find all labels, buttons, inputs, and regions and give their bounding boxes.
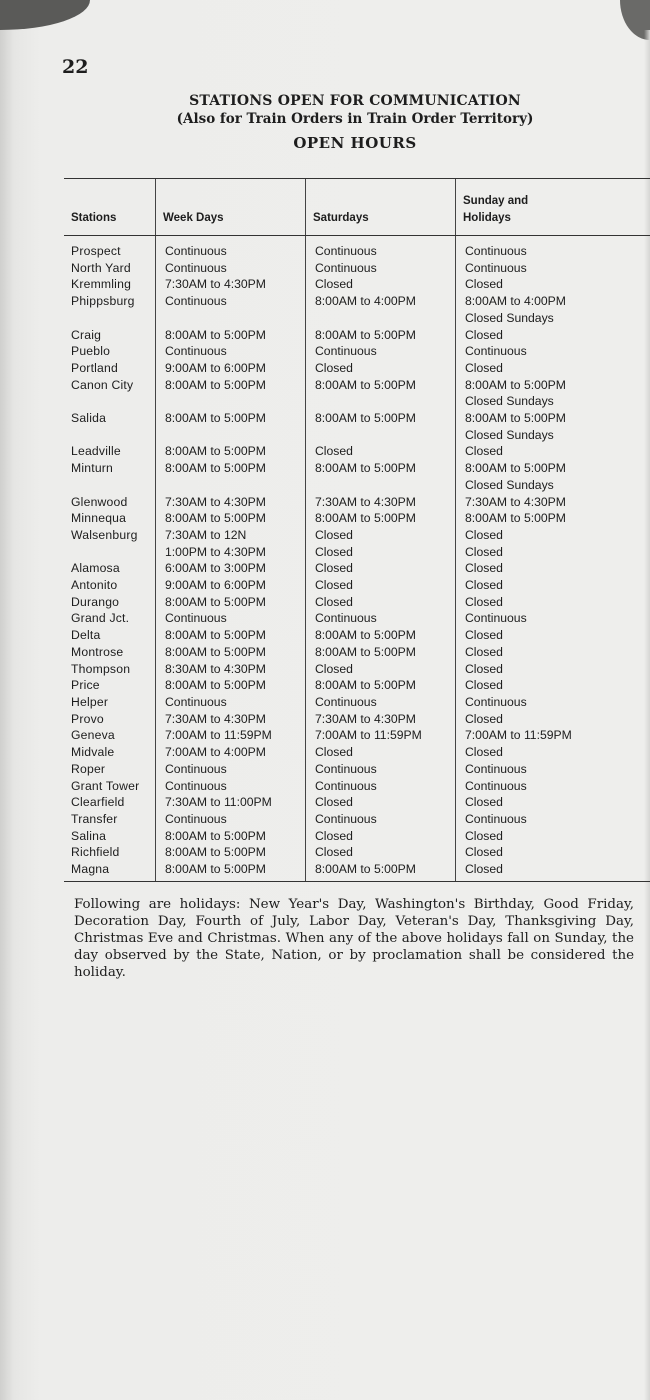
week-days-hours: 7:00AM to 11:59PM [165, 728, 272, 743]
saturday-hours: Continuous [315, 694, 377, 709]
station-name: Minnequa [71, 511, 127, 526]
week-days-hours: Continuous [165, 811, 227, 826]
saturday-hours: 8:00AM to 5:00PM [315, 511, 416, 526]
section-heading: OPEN HOURS [293, 134, 417, 152]
station-name: Price [71, 678, 100, 693]
column-divider [455, 236, 456, 881]
station-name: Salida [71, 411, 107, 426]
sunday-holiday-hours: Continuous [465, 694, 527, 709]
sunday-holiday-hours: Closed [465, 561, 503, 576]
saturday-hours [305, 393, 455, 410]
page-corner-shadow [0, 0, 90, 30]
saturday-hours: 8:00AM to 4:00PM [315, 294, 416, 309]
sunday-holiday-hours: 7:00AM to 11:59PM [465, 728, 572, 743]
table-row [64, 644, 650, 661]
week-days-hours: 8:00AM to 5:00PM [165, 594, 266, 609]
sunday-holiday-hours: 8:00AM to 4:00PM [465, 294, 566, 309]
table-row [64, 694, 650, 711]
saturday-hours: Continuous [315, 611, 377, 626]
sunday-holiday-hours: Closed [465, 644, 503, 659]
saturday-hours: Closed [315, 578, 353, 593]
saturday-hours: Closed [315, 845, 353, 860]
table-row [64, 477, 650, 494]
table-row [64, 577, 650, 594]
table-header [64, 178, 650, 236]
week-days-hours: Continuous [165, 761, 227, 776]
week-days-hours: 8:00AM to 5:00PM [165, 511, 266, 526]
table-row [64, 343, 650, 360]
station-name: Montrose [71, 644, 124, 659]
saturday-hours: 8:00AM to 5:00PM [315, 862, 416, 877]
station-name: Clearfield [71, 795, 125, 810]
sunday-holiday-hours: Continuous [465, 778, 527, 793]
station-name: Magna [71, 862, 110, 877]
saturday-hours: 7:00AM to 11:59PM [315, 728, 422, 743]
table-row [64, 661, 650, 678]
station-name: Grand Jct. [71, 611, 130, 626]
table-row [64, 794, 650, 811]
station-name: Salina [71, 828, 107, 843]
column-header-saturdays: Saturdays [305, 179, 455, 235]
table-row [64, 627, 650, 644]
week-days-hours: Continuous [165, 694, 227, 709]
table-row [64, 594, 650, 611]
week-days-hours: 9:00AM to 6:00PM [165, 578, 266, 593]
week-days-hours: 7:30AM to 4:30PM [165, 711, 266, 726]
table-row [64, 243, 650, 260]
saturday-hours: 8:00AM to 5:00PM [315, 461, 416, 476]
table-row [64, 677, 650, 694]
sunday-holiday-hours: Closed Sundays [465, 310, 554, 325]
station-name: Antonito [71, 578, 118, 593]
station-name [64, 393, 155, 410]
table-row [64, 410, 650, 427]
station-name: Delta [71, 628, 101, 643]
table-row [64, 828, 650, 845]
sunday-holiday-hours: Closed [465, 544, 503, 559]
station-name [64, 544, 155, 561]
sunday-holiday-hours: 8:00AM to 5:00PM [465, 511, 566, 526]
table-row [64, 377, 650, 394]
table-row [64, 276, 650, 293]
column-header-week-days: Week Days [155, 179, 305, 235]
table-body [64, 236, 650, 882]
table-row [64, 727, 650, 744]
station-name: Alamosa [71, 561, 120, 576]
station-name: Richfield [71, 845, 120, 860]
sunday-holiday-hours: Closed [465, 828, 503, 843]
saturday-hours: 8:00AM to 5:00PM [315, 628, 416, 643]
saturday-hours: Continuous [315, 244, 377, 258]
saturday-hours [305, 310, 455, 327]
table-row [64, 327, 650, 344]
table-row [64, 610, 650, 627]
table-row [64, 861, 650, 878]
station-name: Prospect [71, 244, 121, 258]
week-days-hours: Continuous [165, 344, 227, 359]
week-days-hours: 8:00AM to 5:00PM [165, 377, 266, 392]
week-days-hours: 7:00AM to 4:00PM [165, 745, 266, 760]
page-number: 22 [62, 56, 89, 78]
open-hours-table [64, 178, 650, 882]
saturday-hours: Continuous [315, 344, 377, 359]
week-days-hours: 8:00AM to 5:00PM [165, 845, 266, 860]
week-days-hours: 8:00AM to 5:00PM [165, 628, 266, 643]
saturday-hours: Closed [315, 828, 353, 843]
table-row [64, 427, 650, 444]
week-days-hours [155, 393, 305, 410]
station-name: Durango [71, 594, 120, 609]
column-divider [305, 236, 306, 881]
table-row [64, 744, 650, 761]
week-days-hours: 1:00PM to 4:30PM [165, 544, 266, 559]
week-days-hours: 9:00AM to 6:00PM [165, 360, 266, 375]
saturday-hours: Closed [315, 360, 353, 375]
station-name: Pueblo [71, 344, 111, 359]
saturday-hours: 7:30AM to 4:30PM [315, 494, 416, 509]
station-name [64, 427, 155, 444]
sunday-holiday-hours: Closed Sundays [465, 394, 554, 409]
week-days-hours: 7:30AM to 11:00PM [165, 795, 272, 810]
sunday-holiday-hours: 8:00AM to 5:00PM [465, 411, 566, 426]
table-row [64, 293, 650, 310]
station-name: Roper [71, 761, 106, 776]
station-name: Minturn [71, 461, 114, 476]
week-days-hours: 8:00AM to 5:00PM [165, 444, 266, 459]
sunday-holiday-hours: Closed [465, 360, 503, 375]
saturday-hours: Closed [315, 544, 353, 559]
sunday-holiday-hours: Continuous [465, 260, 527, 275]
table-row [64, 360, 650, 377]
sunday-holiday-hours: Continuous [465, 811, 527, 826]
saturday-hours: Closed [315, 444, 353, 459]
saturday-hours [305, 477, 455, 494]
sunday-holiday-hours: Closed Sundays [465, 477, 554, 492]
saturday-hours: Closed [315, 594, 353, 609]
sunday-holiday-hours: 7:30AM to 4:30PM [465, 494, 566, 509]
week-days-hours: 8:00AM to 5:00PM [165, 828, 266, 843]
holidays-note: Following are holidays: New Year's Day, Washington's Birthday, Good Friday, Decoration Day, Fourth of July, Labor Day, Veteran's Day, Thanksgiving Day, Christmas Eve and Christmas. When any of the above holidays fall on Sunday, the day observed by the State, Nation, or by proclamation shall be considered the holiday. [74, 897, 634, 980]
table-row [64, 711, 650, 728]
station-name: Phippsburg [71, 294, 135, 309]
saturday-hours: Closed [315, 661, 353, 676]
table-row [64, 494, 650, 511]
station-name: Transfer [71, 811, 118, 826]
table-row [64, 260, 650, 277]
saturday-hours: 8:00AM to 5:00PM [315, 678, 416, 693]
saturday-hours: Closed [315, 527, 353, 542]
page-subtitle: (Also for Train Orders in Train Order Territory) [176, 111, 534, 127]
saturday-hours: 8:00AM to 5:00PM [315, 644, 416, 659]
saturday-hours: Continuous [315, 811, 377, 826]
week-days-hours: 8:00AM to 5:00PM [165, 678, 266, 693]
saturday-hours: Closed [315, 277, 353, 292]
table-row [64, 527, 650, 544]
station-name: Provo [71, 711, 104, 726]
table-row [64, 443, 650, 460]
week-days-hours: 8:00AM to 5:00PM [165, 411, 266, 426]
station-name: Kremmling [71, 277, 132, 292]
saturday-hours: Continuous [315, 761, 377, 776]
table-row [64, 460, 650, 477]
saturday-hours: Continuous [315, 260, 377, 275]
saturday-hours: 8:00AM to 5:00PM [315, 377, 416, 392]
sunday-holiday-hours: Continuous [465, 761, 527, 776]
table-row [64, 560, 650, 577]
column-header-sunday-holidays: Sunday and Holidays [455, 179, 650, 235]
station-name: Helper [71, 694, 109, 709]
page-title: STATIONS OPEN FOR COMMUNICATION [189, 93, 521, 109]
sunday-holiday-hours: Closed Sundays [465, 427, 554, 442]
week-days-hours: 7:30AM to 4:30PM [165, 494, 266, 509]
station-name: Grant Tower [71, 778, 140, 793]
station-name [64, 477, 155, 494]
saturday-hours: Continuous [315, 778, 377, 793]
sunday-holiday-hours: Continuous [465, 244, 527, 258]
sunday-holiday-hours: Closed [465, 277, 503, 292]
table-row [64, 844, 650, 861]
week-days-hours: 8:00AM to 5:00PM [165, 461, 266, 476]
table-row [64, 811, 650, 828]
week-days-hours: 8:00AM to 5:00PM [165, 862, 266, 877]
table-row [64, 778, 650, 795]
station-name [64, 310, 155, 327]
week-days-hours: 7:30AM to 4:30PM [165, 277, 266, 292]
station-name: Canon City [71, 377, 134, 392]
sunday-holiday-hours: Closed [465, 594, 503, 609]
sunday-holiday-hours: Continuous [465, 344, 527, 359]
sunday-holiday-hours: Closed [465, 845, 503, 860]
station-name: Leadville [71, 444, 121, 459]
saturday-hours: Closed [315, 561, 353, 576]
sunday-holiday-hours: Closed [465, 862, 503, 877]
sunday-holiday-hours: 8:00AM to 5:00PM [465, 377, 566, 392]
sunday-holiday-hours: Closed [465, 661, 503, 676]
table-row [64, 761, 650, 778]
sunday-holiday-hours: Closed [465, 745, 503, 760]
week-days-hours: 7:30AM to 12N [165, 527, 247, 542]
table-row [64, 310, 650, 327]
week-days-hours: Continuous [165, 260, 227, 275]
sunday-holiday-hours: 8:00AM to 5:00PM [465, 461, 566, 476]
sunday-holiday-hours: Closed [465, 327, 503, 342]
saturday-hours: Closed [315, 795, 353, 810]
week-days-hours: 6:00AM to 3:00PM [165, 561, 266, 576]
sunday-holiday-hours: Closed [465, 628, 503, 643]
saturday-hours: 7:30AM to 4:30PM [315, 711, 416, 726]
week-days-hours [155, 477, 305, 494]
week-days-hours: 8:00AM to 5:00PM [165, 644, 266, 659]
saturday-hours: 8:00AM to 5:00PM [315, 327, 416, 342]
week-days-hours: 8:30AM to 4:30PM [165, 661, 266, 676]
saturday-hours: 8:00AM to 5:00PM [315, 411, 416, 426]
table-row [64, 393, 650, 410]
column-header-stations: Stations [71, 212, 117, 224]
station-name: Thompson [71, 661, 131, 676]
sunday-holiday-hours: Closed [465, 527, 503, 542]
station-name: Craig [71, 327, 102, 342]
station-name: North Yard [71, 260, 131, 275]
sunday-holiday-hours: Closed [465, 711, 503, 726]
week-days-hours: 8:00AM to 5:00PM [165, 327, 266, 342]
station-name: Glenwood [71, 494, 128, 509]
week-days-hours [155, 427, 305, 444]
station-name: Portland [71, 360, 118, 375]
week-days-hours: Continuous [165, 294, 227, 309]
week-days-hours: Continuous [165, 244, 227, 258]
station-name: Midvale [71, 745, 115, 760]
station-name: Walsenburg [71, 527, 138, 542]
week-days-hours: Continuous [165, 778, 227, 793]
sunday-holiday-hours: Closed [465, 678, 503, 693]
sunday-holiday-hours: Closed [465, 444, 503, 459]
station-name: Geneva [71, 728, 115, 743]
sunday-holiday-hours: Continuous [465, 611, 527, 626]
sunday-holiday-hours: Closed [465, 578, 503, 593]
saturday-hours: Closed [315, 745, 353, 760]
sunday-holiday-hours: Closed [465, 795, 503, 810]
week-days-hours: Continuous [165, 611, 227, 626]
week-days-hours [155, 310, 305, 327]
table-row [64, 510, 650, 527]
column-divider [155, 236, 156, 881]
table-row [64, 544, 650, 561]
saturday-hours [305, 427, 455, 444]
